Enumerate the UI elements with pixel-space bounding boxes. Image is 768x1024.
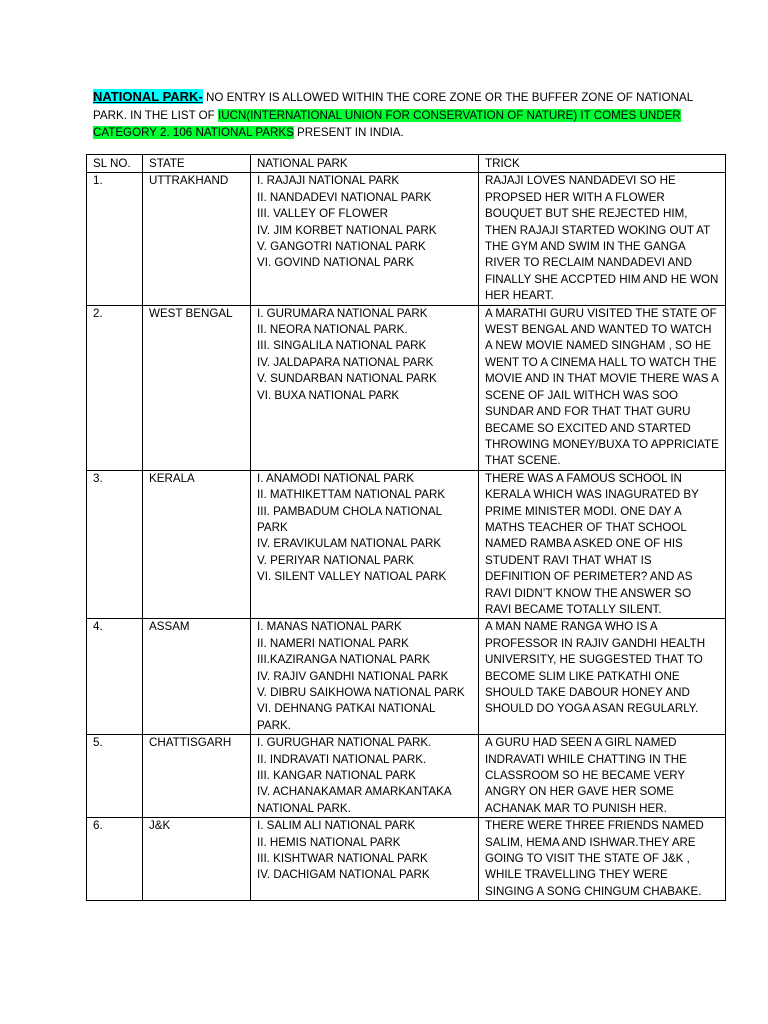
cell-national-parks: [251, 470, 479, 619]
trick-text: RAJAJI LOVES NANDADEVI SO HE PROPSED HER WITH A FLOWER BOUQUET BUT SHE REJECTED HIM, THEN RAJAJI STARTED WOKING OUT AT THE GYM AND SWIM IN THE GANGA RIVER TO RECLAIM NANDADEVI AND FINALLY SHE ACCPTED HIM AND HE WON HER HEART.: [485, 174, 719, 303]
national-park-item: V. PERIYAR NATIONAL PARK: [257, 553, 414, 567]
national-park-item: V. DIBRU SAIKHOWA NATIONAL PARK: [257, 686, 465, 699]
national-park-item: I. GURUMARA NATIONAL PARK: [257, 306, 428, 320]
trick-text: A MARATHI GURU VISITED THE STATE OF WEST BENGAL AND WANTED TO WATCH A NEW MOVIE NAMED SINGHAM , SO HE WENT TO A CINEMA HALL TO WATCH THE MOVIE AND IN THAT MOVIE THERE WAS A SCENE OF JAIL WITHCH WAS SOO SUNDAR AND FOR THAT THAT GURU BECAME SO EXCITED AND STARTED THROWING MONEY/BUXA TO APPRICIATE THAT SCENE.: [485, 306, 719, 468]
national-park-item: II. NAMERI NATIONAL PARK: [257, 636, 409, 650]
cell-sl-no: 5.: [87, 735, 143, 818]
national-park-item: IV. JALDAPARA NATIONAL PARK: [257, 355, 434, 369]
cell-sl-no: 1.: [87, 173, 143, 305]
national-park-item: VI. SILENT VALLEY NATIOAL PARK: [257, 570, 447, 584]
cell-state: UTTRAKHAND: [143, 173, 251, 305]
national-park-item: I. RAJAJI NATIONAL PARK: [257, 174, 400, 188]
national-park-item: III. KANGAR NATIONAL PARK: [257, 769, 416, 783]
header-state: STATE: [143, 155, 251, 173]
header-sl-no: SL NO.: [87, 155, 143, 173]
national-park-item: II. NEORA NATIONAL PARK.: [257, 323, 408, 337]
cell-sl-no: 6.: [87, 818, 143, 901]
table-row: [87, 470, 726, 619]
cell-sl-no: 3.: [87, 470, 143, 619]
national-park-item: VI. GOVIND NATIONAL PARK: [257, 256, 414, 270]
national-park-item: II. HEMIS NATIONAL PARK: [257, 835, 401, 849]
trick-text: THERE WERE THREE FRIENDS NAMED SALIM, HEMA AND ISHWAR.THEY ARE GOING TO VISIT THE STATE OF J&K , WHILE TRAVELLING THEY WERE SINGING A SONG CHINGUM CHABAKE.: [485, 819, 704, 898]
intro-text-1: NO ENTRY IS ALLOWED WITHIN THE CORE ZONE OR THE BUFFER ZONE OF NATIONAL PARK. IN THE LIST OF: [93, 91, 693, 122]
cell-national-parks: [251, 173, 479, 305]
national-park-item: III. PAMBADUM CHOLA NATIONAL PARK: [257, 504, 442, 534]
national-park-item: III. KISHTWAR NATIONAL PARK: [257, 852, 428, 866]
cell-state: J&K: [143, 818, 251, 901]
cell-state: WEST BENGAL: [143, 305, 251, 470]
header-national-park: NATIONAL PARK: [251, 155, 479, 173]
cell-trick: [479, 470, 726, 619]
national-park-item: I. MANAS NATIONAL PARK: [257, 620, 402, 634]
table-row: [87, 305, 726, 470]
intro-paragraph: [93, 88, 693, 142]
national-park-item: II. NANDADEVI NATIONAL PARK: [257, 190, 432, 204]
intro-text-2: PRESENT IN INDIA.: [293, 126, 404, 139]
cell-state: ASSAM: [143, 619, 251, 735]
cell-trick: [479, 173, 726, 305]
national-park-item: III. VALLEY OF FLOWER: [257, 207, 389, 221]
national-park-item: I. GURUGHAR NATIONAL PARK.: [257, 736, 432, 750]
national-park-item: I. SALIM ALI NATIONAL PARK: [257, 819, 416, 833]
header-trick: TRICK: [479, 155, 726, 173]
cell-trick: [479, 305, 726, 470]
trick-text: A GURU HAD SEEN A GIRL NAMED INDRAVATI WHILE CHATTING IN THE CLASSROOM SO HE BECAME VERY ANGRY ON HER GAVE HER SOME ACHANAK MAR TO PUNISH HER.: [485, 736, 687, 815]
cell-national-parks: [251, 305, 479, 470]
cell-sl-no: 2.: [87, 305, 143, 470]
cell-trick: [479, 818, 726, 901]
national-park-item: II. MATHIKETTAM NATIONAL PARK: [257, 488, 446, 502]
national-park-item: V. GANGOTRI NATIONAL PARK: [257, 240, 426, 254]
table-row: [87, 173, 726, 305]
national-park-item: IV. ERAVIKULAM NATIONAL PARK: [257, 537, 442, 551]
cell-trick: [479, 619, 726, 735]
table-row: [87, 619, 726, 735]
national-park-item: IV. RAJIV GANDHI NATIONAL PARK: [257, 669, 449, 683]
cell-state: CHATTISGARH: [143, 735, 251, 818]
cell-sl-no: 4.: [87, 619, 143, 735]
table-header-row: [87, 155, 726, 173]
national-park-item: II. INDRAVATI NATIONAL PARK.: [257, 752, 427, 766]
cell-state: KERALA: [143, 470, 251, 619]
national-park-item: IV. ACHANAKAMAR AMARKANTAKA NATIONAL PARK.: [257, 785, 451, 815]
cell-national-parks: [251, 735, 479, 818]
national-park-item: IV. DACHIGAM NATIONAL PARK: [257, 868, 430, 882]
intro-highlighted-text: IUCN(INTERNATIONAL UNION FOR CONSERVATION OF NATURE) IT COMES UNDER CATEGORY 2. 106 NATIONAL PARKS: [93, 108, 681, 139]
cell-trick: [479, 735, 726, 818]
national-park-item: VI. BUXA NATIONAL PARK: [257, 388, 400, 402]
table-row: [87, 818, 726, 901]
intro-heading: NATIONAL PARK-: [93, 89, 203, 104]
table-row: [87, 735, 726, 818]
national-park-item: III.KAZIRANGA NATIONAL PARK: [257, 653, 431, 667]
national-park-item: V. SUNDARBAN NATIONAL PARK: [257, 372, 437, 386]
cell-national-parks: [251, 619, 479, 735]
national-park-item: IV. JIM KORBET NATIONAL PARK: [257, 223, 437, 237]
trick-text: A MAN NAME RANGA WHO IS A PROFESSOR IN RAJIV GANDHI HEALTH UNIVERSITY, HE SUGGESTED THAT TO BECOME SLIM LIKE PATKATHI ONE SHOULD TAKE DABOUR HONEY AND SHOULD DO YOGA ASAN REGULARLY.: [485, 620, 706, 716]
national-park-item: VI. DEHNANG PATKAI NATIONAL PARK.: [257, 702, 436, 732]
cell-national-parks: [251, 818, 479, 901]
national-park-item: I. ANAMODI NATIONAL PARK: [257, 471, 414, 485]
national-park-item: III. SINGALILA NATIONAL PARK: [257, 339, 427, 353]
trick-text: THERE WAS A FAMOUS SCHOOL IN KERALA WHICH WAS INAGURATED BY PRIME MINISTER MODI. ONE DAY A MATHS TEACHER OF THAT SCHOOL NAMED RAMBA ASKED ONE OF HIS STUDENT RAVI THAT WHAT IS DEFINITION OF PERIMETER? AND AS RAVI DIDN’T KNOW THE ANSWER SO RAVI BECAME TOTALLY SILENT.: [485, 471, 699, 616]
national-parks-table: [86, 154, 726, 901]
